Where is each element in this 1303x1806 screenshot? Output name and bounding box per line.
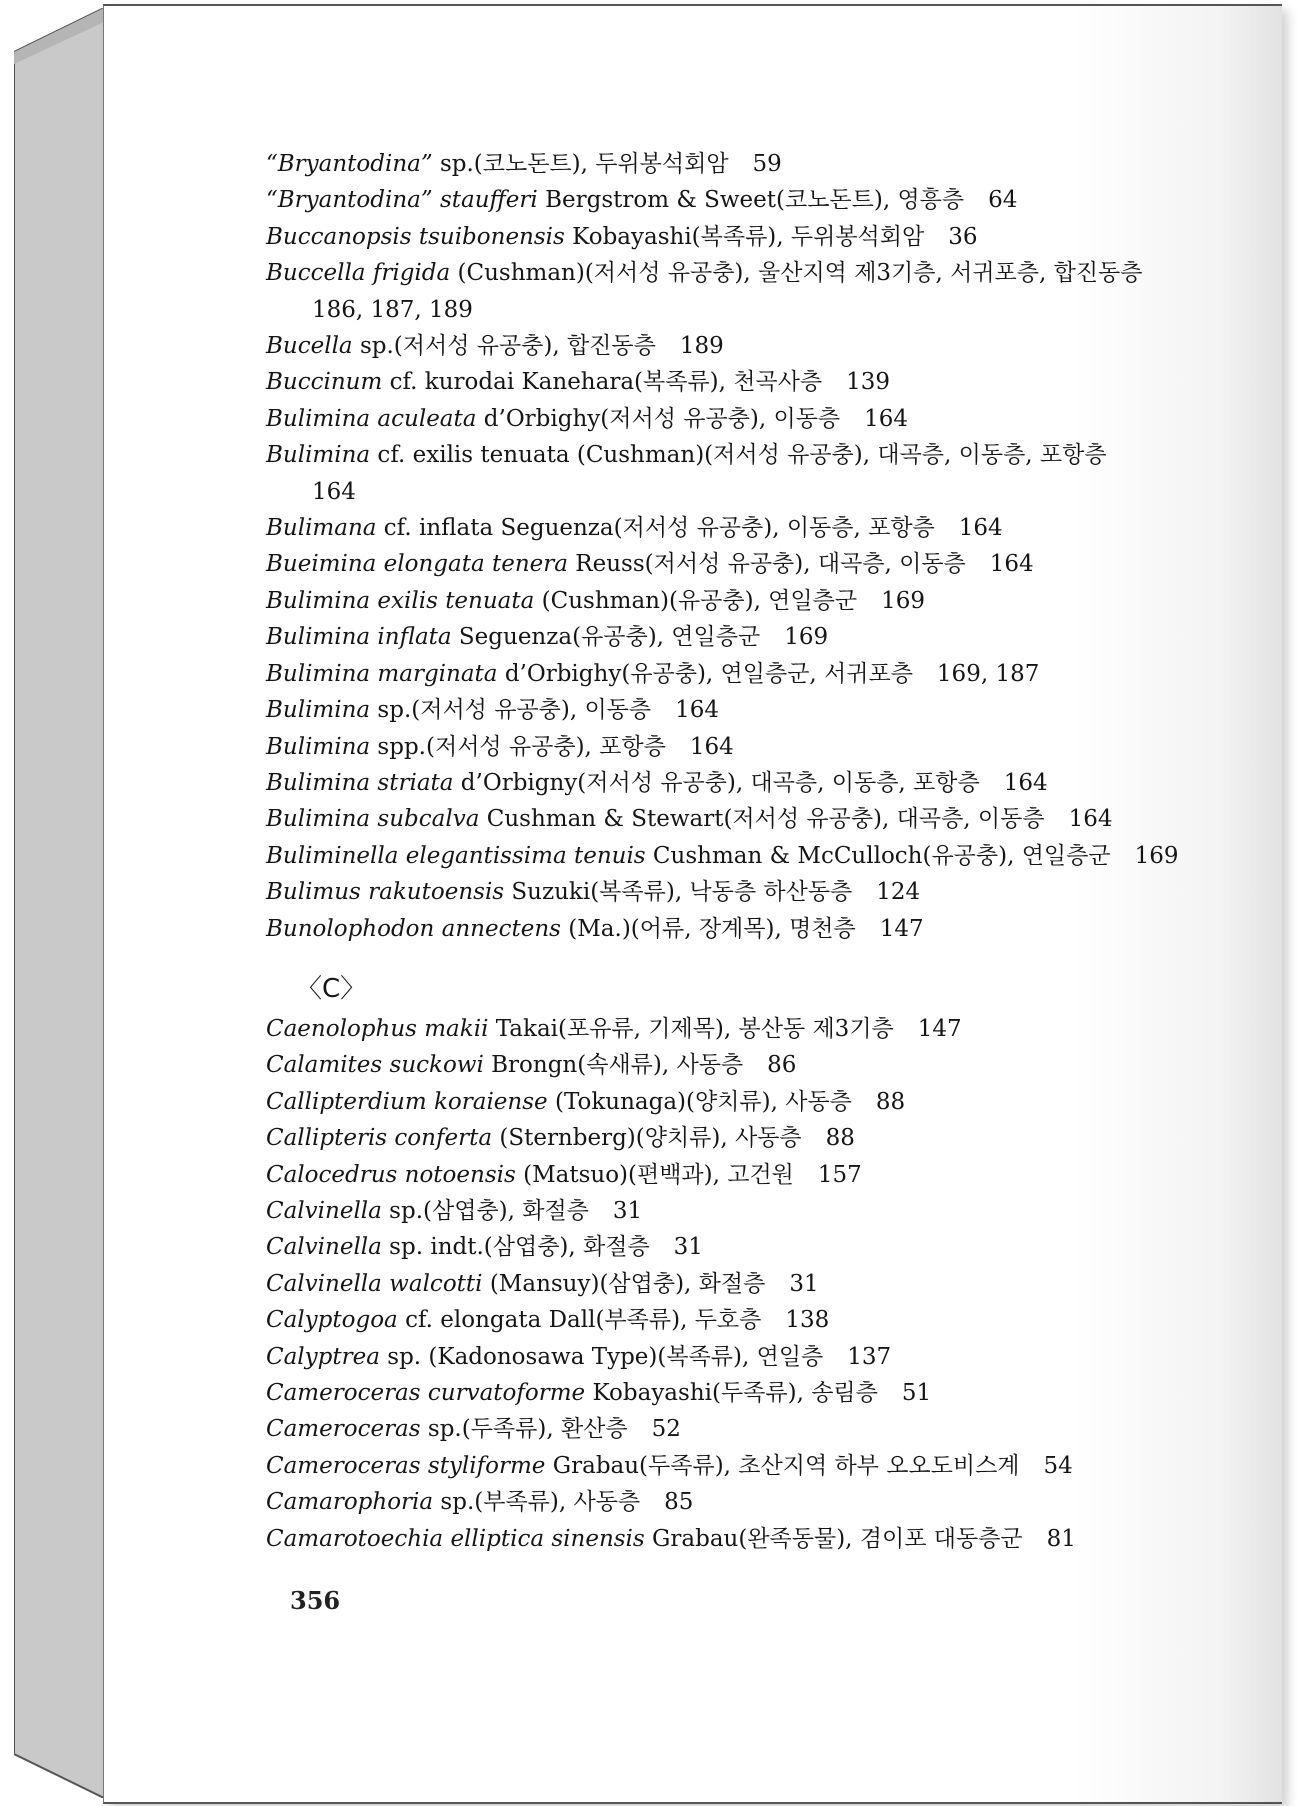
page-reference: 59 bbox=[752, 151, 782, 177]
page-reference: 81 bbox=[1046, 1525, 1076, 1552]
index-entry bbox=[266, 1193, 1166, 1229]
page-reference: 139 bbox=[846, 369, 891, 396]
entry-description: (Mansuy)(삼엽충), 화절층 bbox=[482, 1270, 766, 1297]
scientific-name: Calvinella bbox=[266, 1197, 382, 1224]
entry-description: cf. inflata Seguenza(저서성 유공충), 이동층, 포항층 bbox=[376, 515, 935, 542]
page-reference: 86 bbox=[767, 1052, 797, 1079]
index-entry bbox=[266, 1339, 1166, 1375]
page-reference: 147 bbox=[879, 915, 924, 942]
index-entry bbox=[266, 583, 1166, 619]
index-entry bbox=[266, 1229, 1166, 1265]
page-reference: 54 bbox=[1043, 1452, 1073, 1479]
entry-description: sp.(두족류), 환산층 bbox=[420, 1416, 628, 1443]
index-entry bbox=[266, 1448, 1166, 1484]
index-entry bbox=[266, 1521, 1166, 1557]
entry-description: cf. elongata Dall(부족류), 두호층 bbox=[397, 1307, 762, 1334]
scientific-name: Bulimina aculeata bbox=[266, 405, 477, 432]
index-entry bbox=[266, 219, 1166, 255]
index-entry bbox=[266, 1047, 1166, 1083]
index-list-b bbox=[266, 146, 1179, 947]
page-number: 356 bbox=[290, 1586, 341, 1615]
scientific-name: Bueimina elongata tenera bbox=[266, 551, 568, 578]
page-reference: 164 bbox=[958, 515, 1003, 542]
index-entry bbox=[266, 1302, 1166, 1338]
page-reference: 164 bbox=[989, 551, 1034, 578]
entry-description: Takai(포유류, 기제목), 봉산동 제3기층 bbox=[488, 1015, 894, 1042]
entry-description: sp. indt.(삼엽충), 화절층 bbox=[381, 1234, 650, 1261]
entry-description: Suzuki(복족류), 낙동층 하산동층 bbox=[504, 879, 853, 906]
entry-description: sp.(부족류), 사동층 bbox=[433, 1489, 641, 1516]
scientific-name: Bulimana bbox=[266, 515, 377, 542]
entry-description: (Ma.)(어류, 장계목), 명천층 bbox=[560, 915, 856, 942]
scientific-name: Calocedrus notoensis bbox=[266, 1161, 516, 1188]
index-entry bbox=[266, 1157, 1166, 1193]
page-reference: 186, 187, 189 bbox=[312, 296, 473, 323]
entry-description: (Matsuo)(편백과), 고건원 bbox=[515, 1161, 794, 1188]
index-entry bbox=[266, 510, 1166, 546]
page-reference: 51 bbox=[901, 1380, 932, 1406]
entry-description: sp.(저서성 유공충), 이동층 bbox=[370, 697, 652, 724]
scientific-name: “Bryantodina” bbox=[266, 151, 433, 177]
scientific-name: Calamites suckowi bbox=[266, 1052, 484, 1079]
entry-description: d’Orbighy(저서성 유공충), 이동층 bbox=[476, 405, 841, 432]
scientific-name: Bulimina marginata bbox=[266, 660, 498, 687]
scientific-name: Bulimina exilis tenuata bbox=[266, 587, 535, 614]
index-entry bbox=[266, 729, 1166, 765]
index-list-c bbox=[266, 1011, 1166, 1557]
scientific-name: Calvinella walcotti bbox=[266, 1270, 483, 1297]
scientific-name: Bulimina bbox=[266, 733, 371, 760]
index-entry bbox=[266, 1266, 1166, 1302]
entry-description: cf. kurodai Kanehara(복족류), 천곡사층 bbox=[382, 369, 823, 396]
entry-description: (Sternberg)(양치류), 사동층 bbox=[492, 1125, 802, 1152]
entry-description: d’Orbighy(유공충), 연일층군, 서귀포층 bbox=[497, 660, 913, 687]
scientific-name: Calvinella bbox=[266, 1234, 382, 1261]
scientific-name: Bulimina inflata bbox=[266, 624, 452, 651]
index-entry bbox=[266, 401, 1166, 437]
page-reference: 169 bbox=[784, 624, 829, 651]
scientific-name: Cameroceras curvatoforme bbox=[266, 1380, 586, 1406]
index-entry bbox=[266, 1011, 1166, 1047]
page-reference: 157 bbox=[817, 1161, 862, 1188]
section-heading-c: 〈C〉 bbox=[296, 973, 367, 1004]
index-entry bbox=[266, 801, 1166, 837]
scientific-name: Bulimus rakutoensis bbox=[266, 879, 505, 906]
index-entry bbox=[266, 1484, 1166, 1520]
index-entry bbox=[266, 656, 1166, 692]
scientific-name: Calyptrea bbox=[266, 1343, 380, 1370]
index-entry bbox=[266, 328, 1166, 364]
entry-description: Kobayashi(복족류), 두위봉석회암 bbox=[564, 223, 925, 250]
scientific-name: Camarophoria bbox=[266, 1489, 434, 1516]
entry-description: (Tokunaga)(양치류), 사동층 bbox=[547, 1088, 852, 1115]
index-entry bbox=[266, 874, 1166, 910]
page-reference: 124 bbox=[876, 879, 921, 906]
page-reference: 169 bbox=[881, 587, 925, 614]
index-entry bbox=[266, 911, 1166, 947]
index-entry bbox=[266, 1084, 1166, 1120]
entry-description: sp.(삼엽충), 화절층 bbox=[381, 1197, 589, 1224]
index-entry bbox=[266, 838, 1179, 874]
index-entry bbox=[266, 1120, 1166, 1156]
entry-description: spp.(저서성 유공충), 포항층 bbox=[370, 733, 666, 760]
index-entry bbox=[266, 1375, 1166, 1411]
index-entry bbox=[266, 619, 1166, 655]
entry-description: Cushman & McCulloch(유공충), 연일층군 bbox=[645, 842, 1111, 869]
index-entry bbox=[266, 437, 1166, 510]
entry-description: (Cushman)(저서성 유공충), 울산지역 제3기층, 서귀포층, 합진동층 bbox=[450, 260, 1143, 287]
index-content bbox=[266, 146, 1179, 1557]
entry-description: (Cushman)(유공충), 연일층군 bbox=[534, 587, 858, 614]
index-entry bbox=[266, 182, 1166, 218]
scientific-name: Caenolophus makii bbox=[266, 1015, 489, 1042]
page-reference: 147 bbox=[917, 1015, 962, 1042]
page-reference: 137 bbox=[847, 1343, 892, 1370]
scientific-name: Buliminella elegantissima tenuis bbox=[266, 842, 646, 869]
page-reference: 164 bbox=[689, 733, 734, 760]
scientific-name: Bulimina bbox=[266, 442, 371, 469]
scientific-name: “Bryantodina” staufferi bbox=[266, 187, 538, 214]
entry-description: Reuss(저서성 유공충), 대곡층, 이동층 bbox=[568, 551, 966, 578]
scientific-name: Cameroceras styliforme bbox=[266, 1452, 546, 1479]
page-reference: 164 bbox=[1003, 769, 1048, 796]
entry-description: d’Orbigny(저서성 유공충), 대곡층, 이동층, 포항층 bbox=[453, 769, 980, 796]
entry-description: Cushman & Stewart(저서성 유공충), 대곡층, 이동층 bbox=[479, 806, 1045, 833]
page-reference: 164 bbox=[1068, 806, 1113, 833]
scientific-name: Buccella frigida bbox=[266, 260, 451, 287]
index-entry bbox=[266, 692, 1166, 728]
scientific-name: Callipteris conferta bbox=[266, 1125, 493, 1152]
page-reference: 164 bbox=[864, 405, 909, 432]
index-entry bbox=[266, 546, 1166, 582]
index-entry bbox=[266, 1411, 1166, 1447]
page-reference: 52 bbox=[651, 1416, 681, 1443]
page-reference: 164 bbox=[312, 478, 356, 505]
index-entry bbox=[266, 364, 1166, 400]
page-reference: 189 bbox=[679, 333, 724, 360]
page-reference: 169 bbox=[1134, 842, 1179, 869]
entry-description: Grabau(완족동물), 겸이포 대동층군 bbox=[644, 1525, 1023, 1552]
page-reference: 88 bbox=[825, 1125, 855, 1152]
scientific-name: Buccinum bbox=[266, 369, 383, 396]
page-reference: 88 bbox=[875, 1088, 906, 1115]
page-reference: 169, 187 bbox=[936, 660, 1040, 687]
entry-description: Bergstrom & Sweet(코노돈트), 영흥층 bbox=[537, 187, 965, 214]
entry-description: Grabau(두족류), 초산지역 하부 오오도비스계 bbox=[545, 1452, 1020, 1479]
entry-description: sp.(저서성 유공충), 합진동층 bbox=[352, 333, 656, 360]
page-reference: 31 bbox=[673, 1234, 703, 1261]
scientific-name: Bulimina subcalva bbox=[266, 806, 480, 833]
entry-description: sp.(코노돈트), 두위봉석회암 bbox=[432, 151, 729, 177]
page-reference: 85 bbox=[664, 1489, 694, 1516]
scientific-name: Callipterdium koraiense bbox=[266, 1088, 548, 1115]
scientific-name: Camarotoechia elliptica sinensis bbox=[266, 1525, 645, 1552]
entry-description: cf. exilis tenuata (Cushman)(저서성 유공충), 대곡층, 이동층, 포항층 bbox=[370, 442, 1107, 469]
scientific-name: Cameroceras bbox=[266, 1416, 421, 1443]
page-reference: 31 bbox=[789, 1270, 819, 1297]
book-spine bbox=[14, 8, 104, 1798]
entry-description: Seguenza(유공충), 연일층군 bbox=[451, 624, 761, 651]
index-entry bbox=[266, 146, 1166, 182]
scientific-name: Bunolophodon annectens bbox=[266, 915, 561, 942]
entry-description: Kobayashi(두족류), 송림층 bbox=[585, 1380, 878, 1406]
page-reference: 64 bbox=[988, 187, 1018, 214]
scientific-name: Bucella bbox=[266, 333, 353, 360]
page-reference: 138 bbox=[785, 1307, 830, 1334]
index-entry bbox=[266, 255, 1166, 328]
scientific-name: Bulimina striata bbox=[266, 769, 454, 796]
scientific-name: Bulimina bbox=[266, 697, 371, 724]
page-reference: 31 bbox=[612, 1197, 643, 1224]
scientific-name: Buccanopsis tsuibonensis bbox=[266, 223, 565, 250]
entry-description: sp. (Kadonosawa Type)(복족류), 연일층 bbox=[379, 1343, 824, 1370]
page-reference: 36 bbox=[948, 223, 978, 250]
page-reference: 164 bbox=[675, 697, 720, 724]
scientific-name: Calyptogoa bbox=[266, 1307, 398, 1334]
entry-description: Brongn(속새류), 사동층 bbox=[483, 1052, 744, 1079]
index-entry bbox=[266, 765, 1166, 801]
